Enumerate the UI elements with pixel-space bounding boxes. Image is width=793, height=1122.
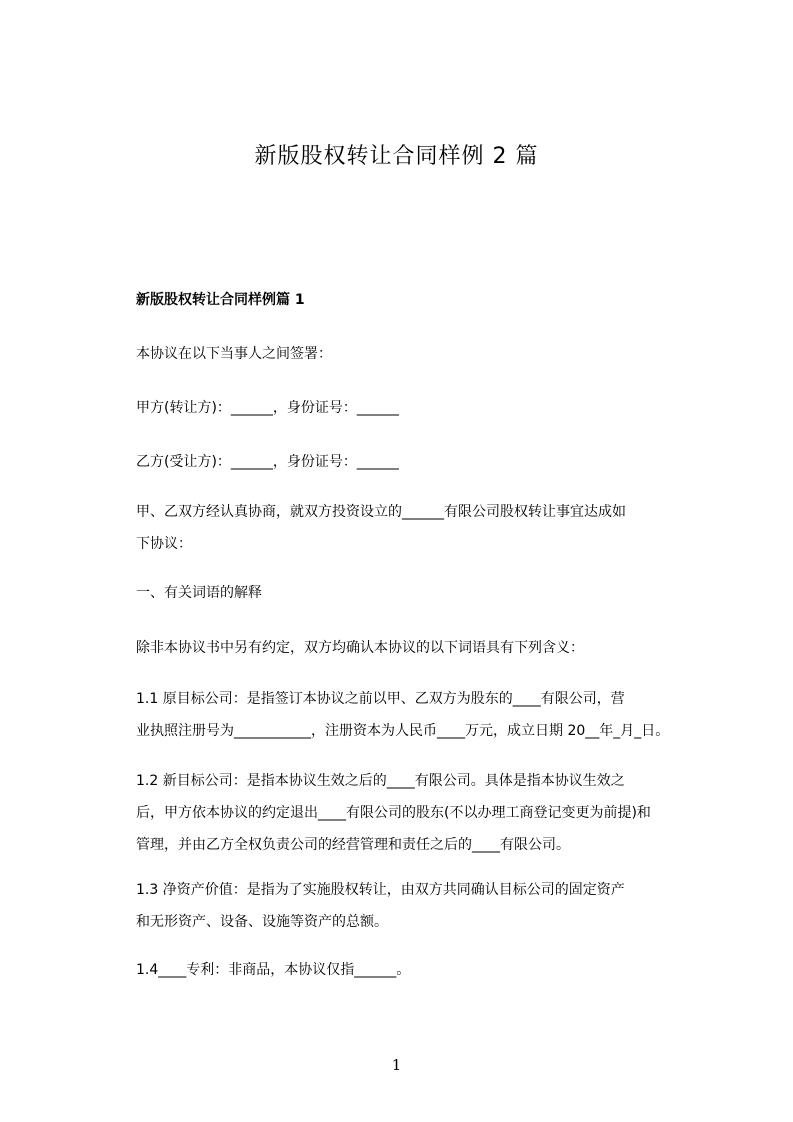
article-1-heading: 一、有关词语的解释 <box>136 585 262 601</box>
clause-line: 管理，并由乙方全权负责公司的经营管理和责任之后的____有限公司。 <box>136 837 570 853</box>
clause-line: 1.2 新目标公司：是指本协议生效之后的____有限公司。具体是指本协议生效之 <box>136 773 625 789</box>
clause-line: 后，甲方依本协议的约定退出____有限公司的股东(不以办理工商登记变更为前提)和 <box>136 805 651 821</box>
preamble-paragraph <box>136 496 699 560</box>
clause-1-2 <box>136 765 699 861</box>
party-b-line: 乙方(受让方)：______，身份证号：______ <box>136 454 399 470</box>
clause-line: 1.3 净资产价值：是指为了实施股权转让，由双方共同确认目标公司的固定资产 <box>136 882 625 898</box>
clause-1-3 <box>136 874 699 938</box>
page-number: 1 <box>391 1056 402 1074</box>
clause-line: 1.1 原目标公司：是指签订本协议之前以甲、乙双方为股东的____有限公司，营 <box>136 691 625 707</box>
intro-text: 本协议在以下当事人之间签署： <box>136 346 332 362</box>
section-heading: 新版股权转让合同样例篇 1 <box>136 292 305 308</box>
party-a-line: 甲方(转让方)：______，身份证号：______ <box>136 400 399 416</box>
clause-line: 和无形资产、设备、设施等资产的总额。 <box>136 914 388 930</box>
clause-line: 业执照注册号为___________，注册资本为人民币____万元，成立日期 20__年_月_日。 <box>136 723 670 739</box>
preamble-line: 下协议： <box>136 536 192 552</box>
preamble-line: 甲、乙双方经认真协商，就双方投资设立的______有限公司股权转让事宜达成如 <box>136 504 626 520</box>
clause-1-4: 1.4____专利：非商品，本协议仅指______。 <box>136 962 411 978</box>
article-1-intro: 除非本协议书中另有约定，双方均确认本协议的以下词语具有下列含义： <box>136 640 584 656</box>
clause-1-1 <box>136 683 699 747</box>
page-title: 新版股权转让合同样例 2 篇 <box>254 144 539 169</box>
